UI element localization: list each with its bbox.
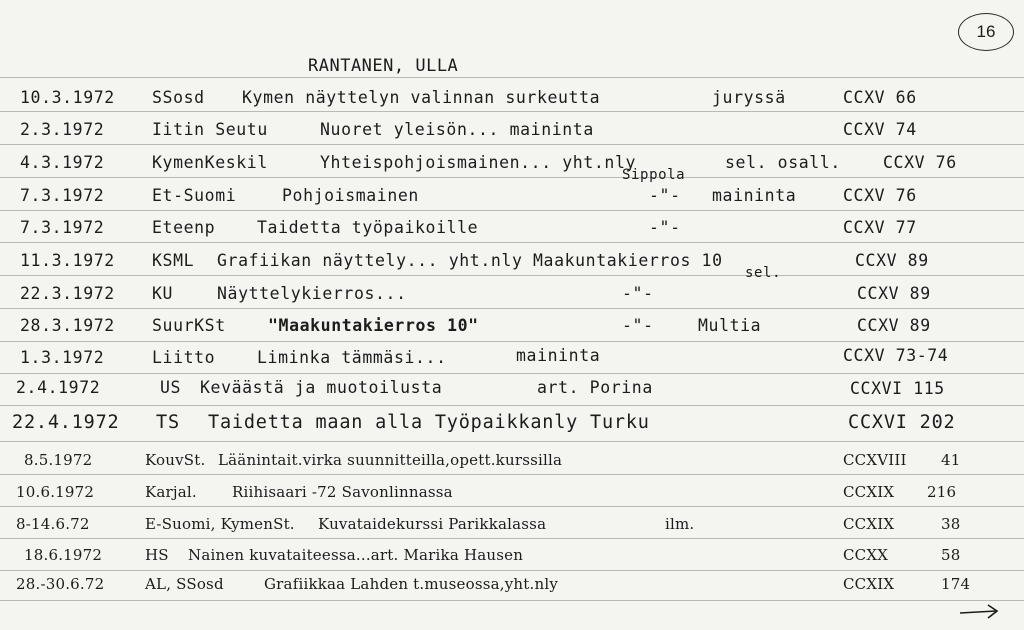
entry-ref: CCXIX [843, 483, 895, 501]
entry-text: Grafiikan näyttely... yht.nly Maakuntakierros 10 [217, 251, 723, 270]
entry-extra: maininta [712, 186, 797, 205]
ruled-line [0, 275, 1024, 276]
ruled-line [0, 210, 1024, 211]
entry-source: TS [156, 412, 180, 433]
ruled-line [0, 600, 1024, 601]
entry-text: "Maakuntakierros 10" [268, 316, 479, 335]
entry-ref: CCXV 89 [855, 251, 929, 270]
entry-date: 10.3.1972 [20, 88, 115, 107]
entry-ditto: -"- [649, 218, 681, 237]
entry-text: Näyttelykierros... [217, 284, 407, 303]
entry-ref: CCXV 74 [843, 120, 917, 139]
entry-text: Liminka tämmäsi... [257, 348, 447, 367]
entry-source: KSML [152, 251, 195, 270]
entry-date: 28.3.1972 [20, 316, 115, 335]
entry-note: sel. [745, 265, 782, 281]
entry-ref: CCXV 89 [857, 284, 931, 303]
entry-text: Nuoret yleisön... maininta [320, 120, 594, 139]
entry-ditto: -"- [622, 284, 654, 303]
entry-source: AL, SSosd [145, 575, 224, 593]
entry-ref-page: 174 [941, 575, 971, 593]
entry-ref: CCXV 89 [857, 316, 931, 335]
entry-date: 7.3.1972 [20, 186, 105, 205]
entry-date: 22.3.1972 [20, 284, 115, 303]
entry-source: KymenKeskil [152, 153, 268, 172]
ruled-line [0, 308, 1024, 309]
entry-ref: CCXIX [843, 515, 895, 533]
entry-date: 8-14.6.72 [16, 515, 90, 533]
entry-text: Läänintait.virka suunnitteilla,opett.kurssilla [218, 451, 563, 469]
ruled-line [0, 570, 1024, 571]
entry-ref: CCXV 76 [883, 153, 957, 172]
ruled-line [0, 341, 1024, 342]
entry-source: SuurKSt [152, 316, 226, 335]
entry-source: E-Suomi, KymenSt. [145, 515, 295, 533]
ruled-line [0, 77, 1024, 78]
entry-source: Et-Suomi [152, 186, 237, 205]
entry-extra: juryssä [712, 88, 786, 107]
entry-ref: CCXIX [843, 575, 895, 593]
entry-date: 8.5.1972 [24, 451, 93, 469]
entry-ref-page: 58 [941, 546, 961, 564]
entry-date: 4.3.1972 [20, 153, 105, 172]
entry-text: Kymen näyttelyn valinnan surkeutta [242, 88, 601, 107]
ruled-line [0, 474, 1024, 475]
entry-date: 28.-30.6.72 [16, 575, 105, 593]
entry-text: Pohjoismainen [282, 186, 419, 205]
entry-date: 18.6.1972 [24, 546, 103, 564]
entry-extra: ilm. [665, 515, 695, 533]
entry-extra: sel. osall. [725, 153, 841, 172]
entry-source: Karjal. [145, 483, 197, 501]
entry-source: Eteenp [152, 218, 216, 237]
entry-text: Riihisaari -72 Savonlinnassa [232, 483, 453, 501]
entry-ref-page: 38 [941, 515, 961, 533]
entry-date: 10.6.1972 [16, 483, 95, 501]
entry-ref-page: 41 [941, 451, 961, 469]
ruled-line [0, 405, 1024, 406]
entry-extra: art. Porina [537, 378, 653, 397]
entry-date: 11.3.1972 [20, 251, 115, 270]
entry-text: Grafiikkaa Lahden t.museossa,yht.nly [264, 575, 559, 593]
entry-ref: CCXV 76 [843, 186, 917, 205]
entry-ref: CCXV 77 [843, 218, 917, 237]
entry-ditto: -"- [649, 186, 681, 205]
entry-source: KouvSt. [145, 451, 206, 469]
entry-date: 2.3.1972 [20, 120, 105, 139]
entry-text: Taidetta maan alla Työpaikkanly Turku [208, 412, 650, 433]
entry-text: Nainen kuvataiteessa...art. Marika Hausen [188, 546, 524, 564]
ruled-line [0, 441, 1024, 442]
ruled-line [0, 111, 1024, 112]
page-number: 16 [958, 13, 1014, 51]
entry-ref-page: 216 [927, 483, 957, 501]
entry-note: Sippola [622, 167, 686, 183]
entry-text: Keväästä ja muotoilusta [200, 378, 443, 397]
entry-source: Liitto [152, 348, 216, 367]
entry-date: 2.4.1972 [16, 378, 101, 397]
entry-text: Yhteispohjoismainen... yht.nly [320, 153, 637, 172]
ruled-line [0, 538, 1024, 539]
entry-source: KU [152, 284, 174, 303]
entry-ditto: -"- [622, 316, 654, 335]
continue-arrow-icon [958, 602, 1000, 622]
entry-source: HS [145, 546, 169, 564]
entry-source: SSosd [152, 88, 205, 107]
entry-extra: maininta [516, 346, 601, 365]
ruled-line [0, 242, 1024, 243]
entry-source: Iitin Seutu [152, 120, 268, 139]
ruled-line [0, 506, 1024, 507]
entry-ref: CCXVI 202 [848, 412, 956, 433]
ruled-line [0, 144, 1024, 145]
entry-ref: CCXV 73-74 [843, 346, 949, 365]
entry-date: 22.4.1972 [12, 412, 120, 433]
entry-text: Kuvataidekurssi Parikkalassa [318, 515, 547, 533]
card-heading-name: RANTANEN, ULLA [308, 56, 459, 76]
entry-ref: CCXV 66 [843, 88, 917, 107]
entry-date: 7.3.1972 [20, 218, 105, 237]
ruled-line [0, 373, 1024, 374]
entry-ref: CCXVIII [843, 451, 907, 469]
entry-extra: Multia [698, 316, 762, 335]
entry-ref: CCXVI 115 [850, 379, 945, 398]
entry-source: US [160, 378, 182, 397]
entry-text: Taidetta työpaikoille [257, 218, 479, 237]
entry-ref: CCXX [843, 546, 889, 564]
ruled-line [0, 177, 1024, 178]
entry-date: 1.3.1972 [20, 348, 105, 367]
